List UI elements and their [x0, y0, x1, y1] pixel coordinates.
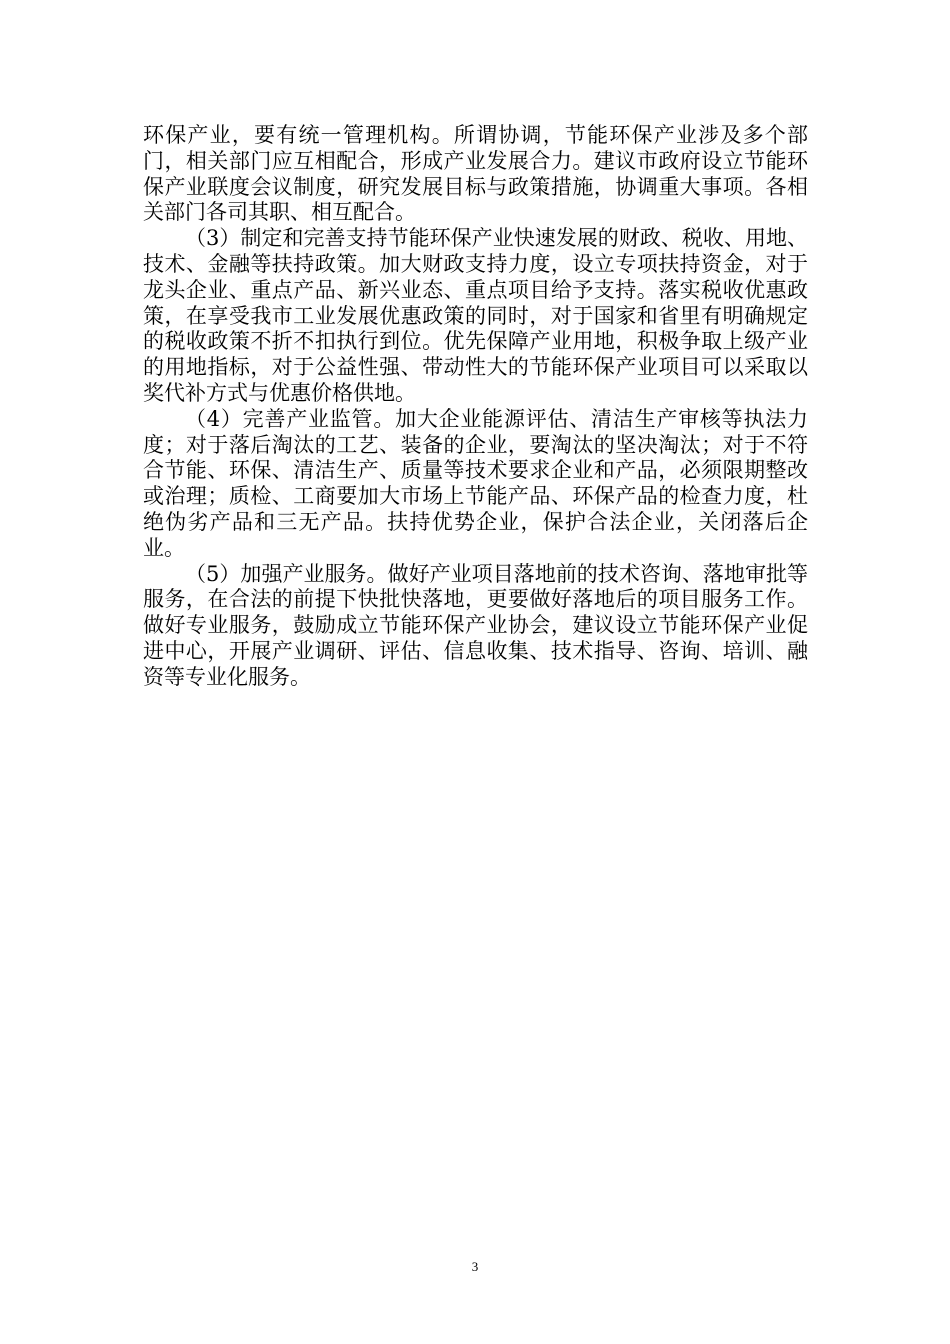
document-body: [143, 123, 808, 691]
page-number: 3: [471, 1259, 479, 1274]
paragraph-industry-services: （5）加强产业服务。做好产业项目落地前的技术咨询、落地审批等服务，在合法的前提下快批快落地，更要做好落地后的项目服务工作。做好专业服务，鼓励成立节能环保产业协会，建议设立节能环保产业促进中心，开展产业调研、评估、信息收集、技术指导、咨询、培训、融资等专业化服务。: [143, 561, 808, 689]
paragraph-industry-supervision: （4）完善产业监管。加大企业能源评估、清洁生产审核等执法力度；对于落后淘汰的工艺、装备的企业，要淘汰的坚决淘汰；对于不符合节能、环保、清洁生产、质量等技术要求企业和产品，必须限期整改或治理；质检、工商要加大市场上节能产品、环保产品的检查力度，杜绝伪劣产品和三无产品。扶持优势企业，保护合法企业，关闭落后企业。: [143, 406, 808, 560]
paragraph-financial-policy: （3）制定和完善支持节能环保产业快速发展的财政、税收、用地、技术、金融等扶持政策。加大财政支持力度，设立专项扶持资金，对于龙头企业、重点产品、新兴业态、重点项目给予支持。落实税收优惠政策，在享受我市工业发展优惠政策的同时，对于国家和省里有明确规定的税收政策不折不扣执行到位。优先保障产业用地，积极争取上级产业的用地指标，对于公益性强、带动性大的节能环保产业项目可以采取以奖代补方式与优惠价格供地。: [143, 226, 808, 405]
paragraph-continuation: 环保产业，要有统一管理机构。所谓协调，节能环保产业涉及多个部门，相关部门应互相配合，形成产业发展合力。建议市政府设立节能环保产业联度会议制度，研究发展目标与政策措施，协调重大事项。各相关部门各司其职、相互配合。: [143, 123, 808, 225]
